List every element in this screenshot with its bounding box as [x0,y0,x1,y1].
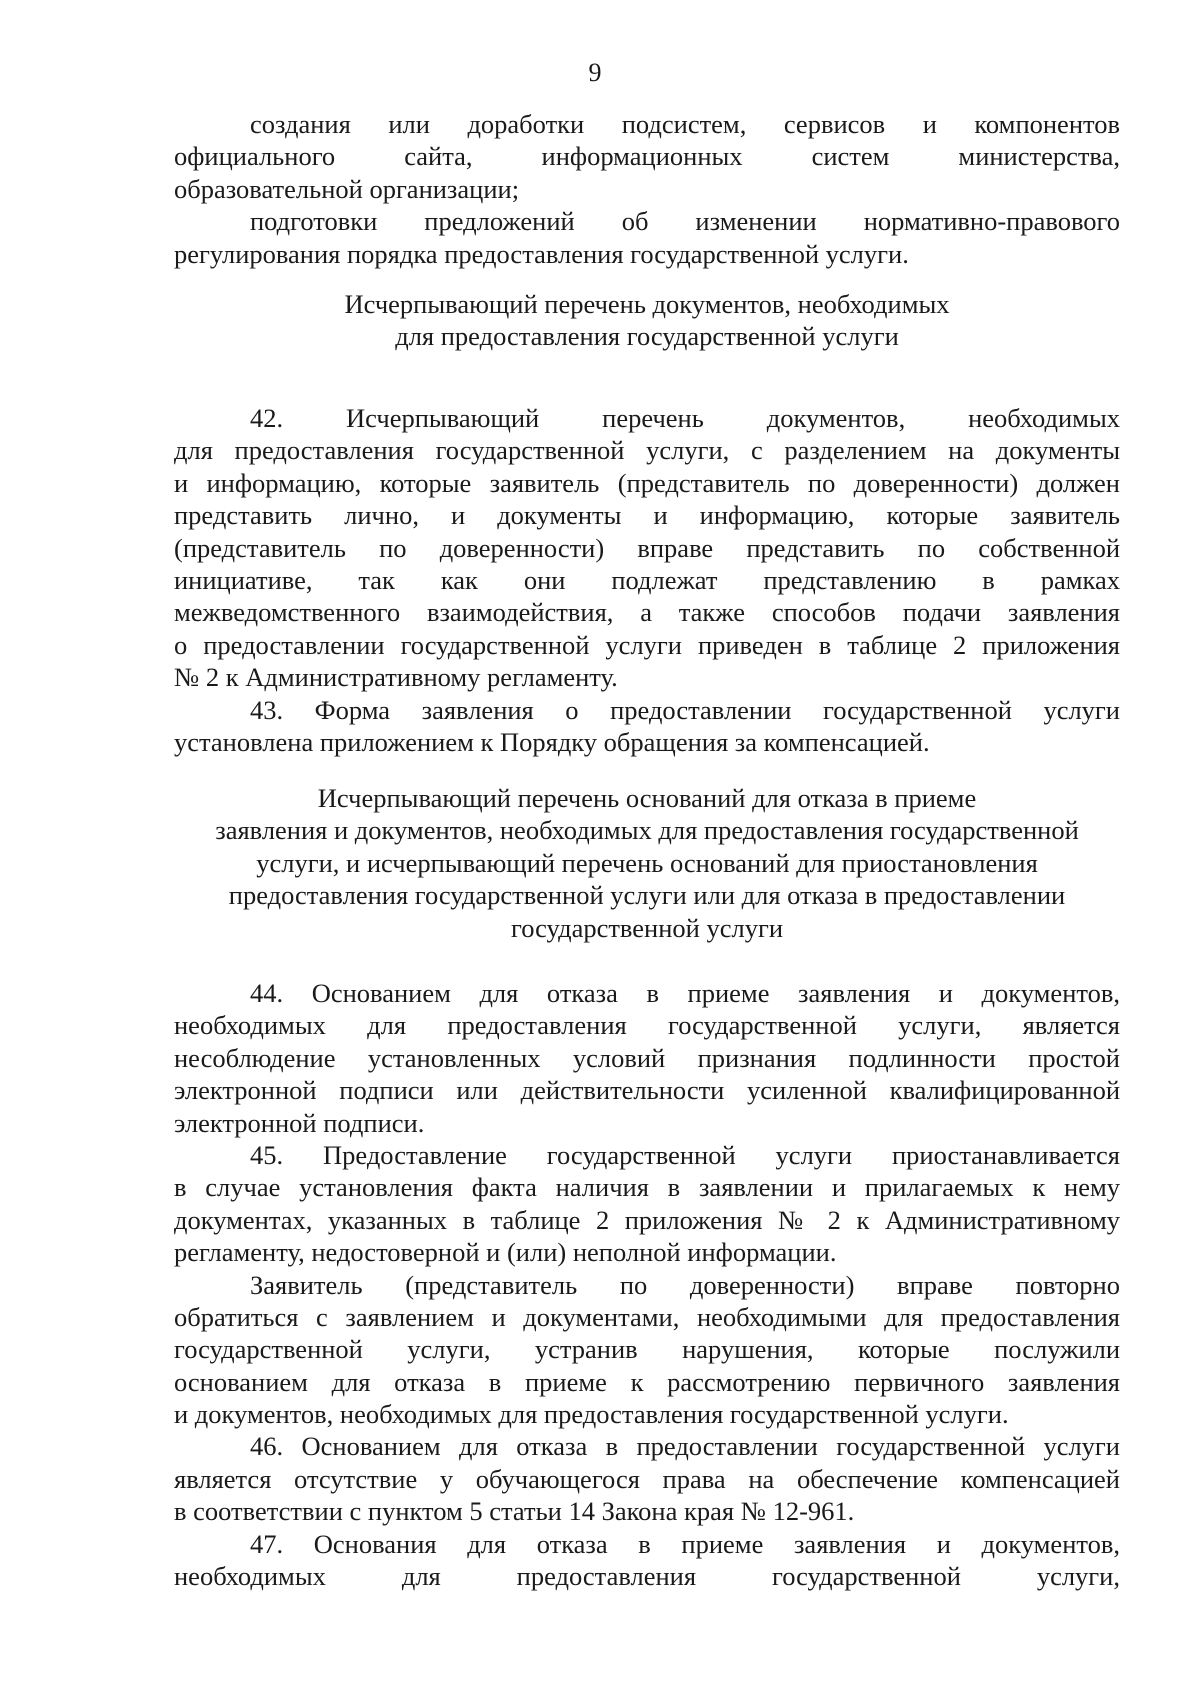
text-line: образовательной организации; [174,173,520,204]
paragraph-block-2 [174,402,1120,758]
text-line: официального сайта, информационных систем министерства, [174,141,1120,172]
text-line: необходимых для предоставления государственной услуги, [174,1561,1120,1592]
text-line: 42. Исчерпывающий перечень документов, необходимых [250,403,1120,433]
text-line: 45. Предоставление государственной услуги приостанавливается [250,1139,1120,1170]
text-line: и документов, необходимых для предоставления государственной услуги. [174,1399,1009,1430]
text-line: 43. Форма заявления о предоставлении государственной услуги [250,694,1120,725]
text-line: создания или доработки подсистем, сервисов и компонентов [250,109,1120,139]
text-line: инициативе, так как они подлежат представлению в рамках [174,564,1120,595]
text-line: государственной услуги, устранив нарушения, которые послужили [174,1334,1120,1365]
text-line: является отсутствие у обучающегося права на обеспечение компенсацией [174,1463,1120,1494]
text-line: для предоставления государственной услуги, с разделением на документы [174,435,1120,466]
text-line: 46. Основанием для отказа в предоставлении государственной услуги [250,1431,1120,1462]
text-line: основанием для отказа в приеме к рассмотрению первичного заявления [174,1366,1120,1397]
section-heading-refusal [174,782,1120,944]
text-line: электронной подписи. [174,1107,425,1138]
section-heading-documents [174,288,1120,353]
heading-line: для предоставления государственной услуги [395,321,899,352]
text-line: 47. Основания для отказа в приеме заявления и документов, [250,1528,1120,1559]
heading-line: государственной услуги [510,912,784,943]
text-line: в случае установления факта наличия в заявлении и прилагаемых к нему [174,1172,1120,1203]
heading-line: заявления и документов, необходимых для предоставления государственной [215,815,1079,846]
heading-line: Исчерпывающий перечень документов, необходимых [344,289,950,319]
heading-line: Исчерпывающий перечень оснований для отказа в приеме [317,783,977,813]
text-line: регламенту, недостоверной и (или) неполной информации. [174,1237,837,1268]
heading-line: услуги, и исчерпывающий перечень оснований для приостановления [256,847,1038,878]
text-line: документах, указанных в таблице 2 приложения № 2 к Административному [174,1204,1120,1235]
page-number: 9 [588,58,602,87]
text-line: Заявитель (представитель по доверенности) вправе повторно [250,1269,1120,1300]
text-line: и информацию, которые заявитель (представитель по доверенности) должен [174,467,1120,498]
text-line: в соответствии с пунктом 5 статьи 14 Закона края № 12-961. [174,1496,855,1527]
text-line: о предоставлении государственной услуги приведен в таблице 2 приложения [174,629,1120,660]
text-line: регулирования порядка предоставления государственной услуги. [174,238,909,269]
paragraph-block-3 [174,977,1120,1592]
text-line: 44. Основанием для отказа в приеме заявления и документов, [250,978,1120,1008]
paragraph-block-1 [174,108,1120,270]
text-line: представить лично, и документы и информацию, которые заявитель [174,500,1120,531]
text-line: установлена приложением к Порядку обращения за компенсацией. [174,726,930,757]
text-line: необходимых для предоставления государственной услуги, является [174,1010,1120,1041]
text-line: (представитель по доверенности) вправе представить по собственной [174,532,1120,563]
text-line: подготовки предложений об изменении нормативно-правового [250,206,1120,237]
text-line: несоблюдение установленных условий признания подлинности простой [174,1042,1120,1073]
text-line: электронной подписи или действительности усиленной квалифицированной [174,1075,1120,1106]
heading-line: предоставления государственной услуги или для отказа в предоставлении [228,880,1066,911]
text-line: № 2 к Административному регламенту. [174,662,618,693]
text-line: обратиться с заявлением и документами, необходимыми для предоставления [174,1301,1120,1332]
text-line: межведомственного взаимодействия, а также способов подачи заявления [174,597,1120,628]
